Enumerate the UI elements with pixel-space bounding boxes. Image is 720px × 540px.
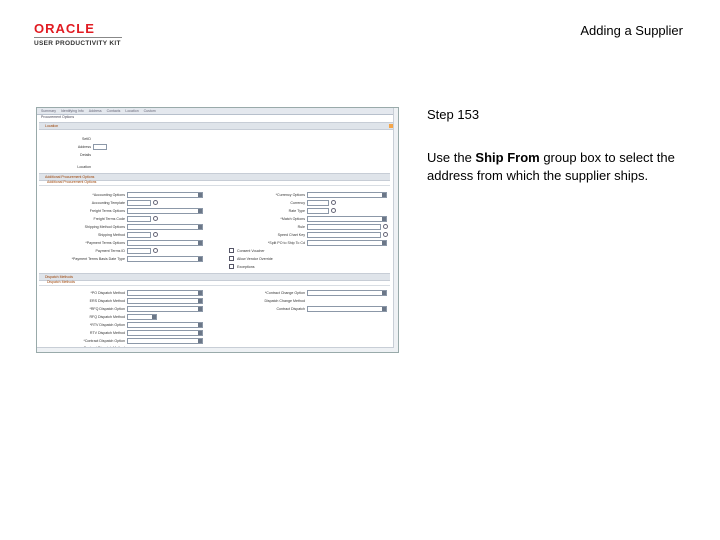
field-shipping-method-options: Shipping Method Options: [45, 224, 203, 229]
vertical-scrollbar[interactable]: [393, 108, 398, 352]
loc-location: Location: [77, 164, 91, 169]
field-currency-options: *Currency Options: [227, 192, 387, 197]
field-accounting-options: *Accounting Options: [45, 192, 203, 197]
step-instruction: Use the Ship From group box to select the address from which the supplier ships.: [427, 150, 675, 183]
field-ers-dispatch: ERS Dispatch Method: [45, 298, 203, 303]
section-dispatch: Dispatch Methods: [39, 273, 390, 281]
field-freight-terms-options: Freight Terms Options: [45, 208, 203, 213]
sub-procurement: Additional Procurement Options: [39, 180, 390, 186]
tab-custom: Custom: [143, 109, 156, 113]
field-speed-chart: Speed Chart Key: [227, 232, 388, 237]
field-po-dispatch: *PO Dispatch Method: [45, 290, 203, 295]
field-payment-terms-basis: *Payment Terms Basis Date Type: [45, 256, 203, 261]
step-number: Step 153: [427, 107, 480, 122]
field-payment-terms-id: Payment Terms ID: [45, 248, 158, 253]
horizontal-scrollbar[interactable]: [37, 347, 394, 352]
field-dispatch-change: Dispatch Change Method: [264, 298, 305, 303]
loc-address: Address: [57, 144, 107, 149]
field-allow-override: Allow Vendor Override: [229, 256, 273, 261]
field-consent-voucher: Consent Voucher: [229, 248, 265, 253]
section-location: Location: [39, 122, 396, 130]
section-procurement: Additional Procurement Options: [39, 173, 390, 181]
field-rtv-method: RTV Dispatch Method: [45, 330, 203, 335]
field-contract-change: *Contract Change Option: [227, 290, 387, 295]
field-rfq-option: *RFQ Dispatch Option: [45, 306, 203, 311]
loc-setid: SetID: [82, 136, 91, 141]
field-payment-terms-options: *Payment Terms Options: [45, 240, 203, 245]
field-match-options: *Match Options: [227, 216, 387, 221]
page-title: Adding a Supplier: [580, 23, 683, 38]
field-rate-type: Rate Type: [227, 208, 336, 213]
upk-wordmark: USER PRODUCTIVITY KIT: [34, 40, 121, 47]
instruction-keyword: Ship From: [475, 150, 540, 165]
field-contract-dispatch: Contract Dispatch: [227, 306, 387, 311]
sub-dispatch: Dispatch Methods: [39, 280, 390, 286]
tab-contacts: Contacts: [106, 109, 121, 113]
tab-identifying-info: Identifying Info: [60, 109, 84, 113]
field-currency: Currency: [227, 200, 336, 205]
application-screenshot: [36, 107, 399, 353]
field-rfq-method: RFQ Dispatch Method: [45, 314, 157, 319]
oracle-wordmark: ORACLE: [34, 21, 95, 36]
oracle-upk-logo: [34, 22, 124, 47]
field-exceptions: Exceptions: [229, 264, 255, 269]
field-accounting-template: Accounting Template: [45, 200, 158, 205]
field-rule: Rule: [227, 224, 388, 229]
tab-location: Location: [125, 109, 139, 113]
field-contract-option: *Contract Dispatch Option: [45, 338, 203, 343]
field-freight-terms-code: Freight Terms Code: [45, 216, 158, 221]
screenshot-tabs: [37, 108, 398, 115]
screenshot-page-heading: Procurement Options: [41, 115, 75, 119]
logo-rule: [34, 37, 122, 38]
tab-summary: Summary: [41, 109, 56, 113]
tab-address: Address: [88, 109, 102, 113]
field-split-po: *Split PO to Ship To Cd: [227, 240, 387, 245]
field-shipping-method: Shipping Method: [45, 232, 158, 237]
field-rtv-option: *RTV Dispatch Option: [45, 322, 203, 327]
loc-details: Details: [80, 152, 91, 157]
